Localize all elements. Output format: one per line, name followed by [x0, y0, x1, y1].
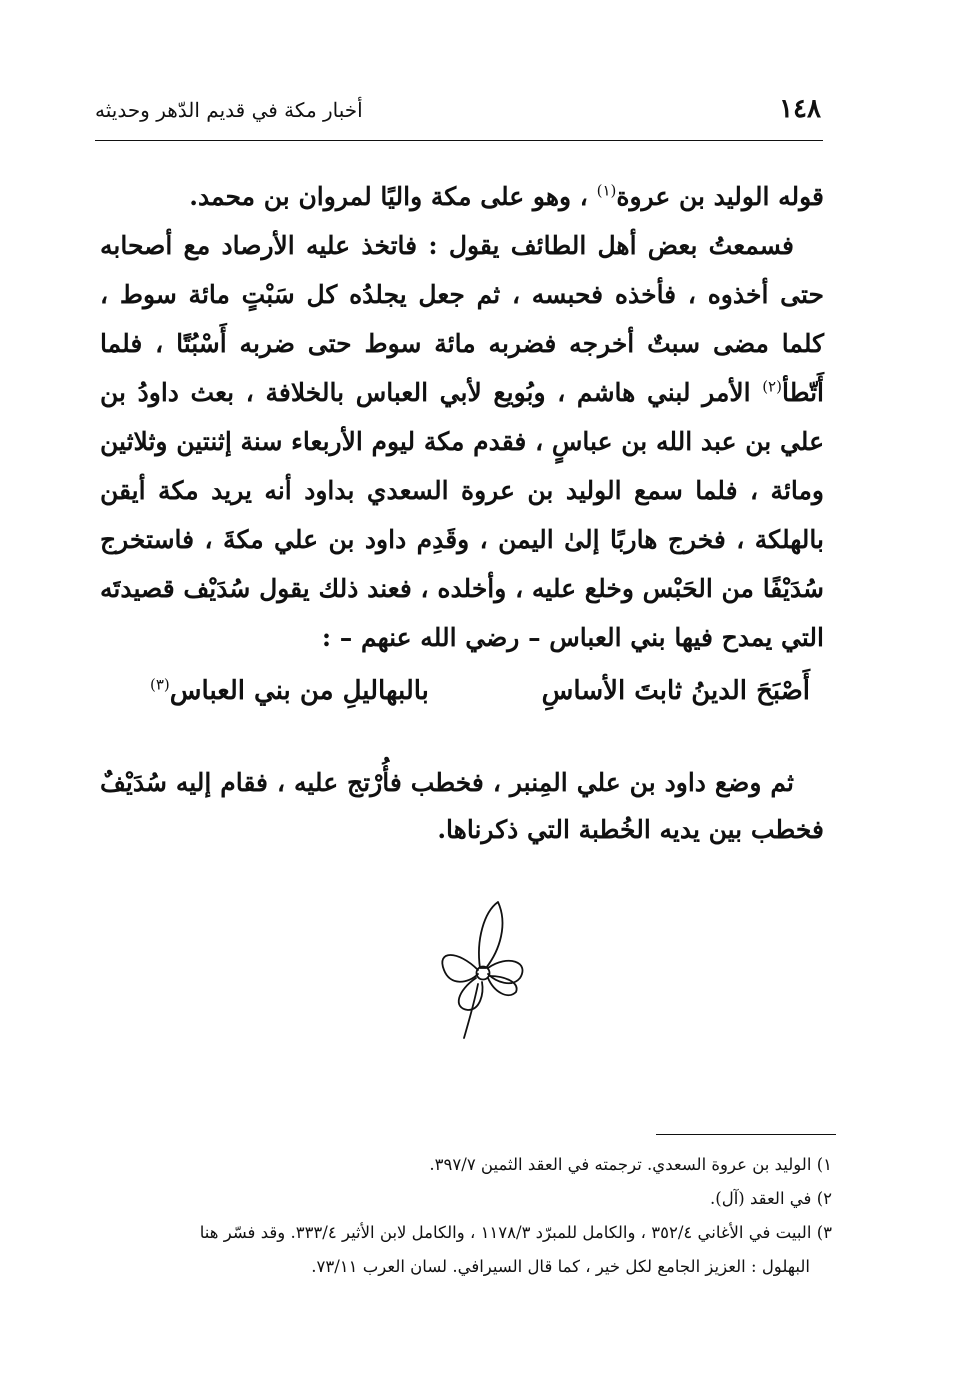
poetry-verse	[150, 676, 810, 726]
footnote-3-continuation: البهلول : العزيز الجامع لكل خير ، كما قال السيرافي. لسان العرب ٧٣/١١.	[311, 1257, 810, 1276]
paragraph-1	[100, 172, 824, 221]
header-rule	[95, 140, 823, 141]
paragraph-2-text-a: فسمعتُ بعض أهل الطائف يقول : فاتخذ عليه الأرصاد مع أصحابه حتى أخذوه ، فأخذه فحبسه ، ثم جعل يجلدُه كل سَبْتٍ مائة سوط ، كلما مضى سبتٌ أخرجه فضربه مائة سوط حتى ضربه أَسْبُتًا ، فلما أَتّطأ	[100, 231, 824, 407]
paragraph-1-text-a: قوله الوليد بن عروة	[616, 182, 824, 211]
footnote-1	[105, 1148, 832, 1182]
footnote-3	[105, 1216, 832, 1250]
running-head	[95, 92, 821, 140]
main-text	[100, 172, 824, 662]
footnote-1-text: الوليد بن عروة السعدي. ترجمته في العقد الثمين ٣٩٧/٧.	[429, 1155, 812, 1174]
verse-first-hemistich: أَصْبَحَ الدينُ ثابتَ الأساسِ	[541, 676, 810, 706]
footnote-2-number: ٢)	[816, 1189, 832, 1208]
footnote-ref-3: (٣)	[150, 675, 170, 694]
footnote-3-number: ٣)	[816, 1223, 832, 1242]
footnote-1-number: ١)	[816, 1155, 832, 1174]
page-number: ١٤٨	[779, 94, 821, 124]
paragraph-3: ثم وضع داود بن علي المِنبر ، فخطب فأُرْتج عليه ، فقام إليه سُدَيْفٌ فخطب بين يديه الخُطبة التي ذكرناها.	[100, 768, 824, 844]
paragraph-1-text-b: ، وهو على مكة واليًا لمروان بن محمد.	[189, 182, 597, 211]
footnote-2-text: في العقد (آل).	[710, 1189, 812, 1208]
paragraph-2	[100, 221, 824, 662]
closing-text	[100, 734, 824, 878]
flower-ornament-icon	[428, 892, 538, 1042]
paragraph-2-text-b: الأمر لبني هاشم ، وبُويع لأبي العباس بالخلافة ، بعث داودُ بن علي بن عبد الله بن عباسٍ ، فقدم مكة ليوم الأربعاء سنة إثنتين وثلاثين ومائة ، فلما سمع الوليد بن عروة السعدي بداود أنه يريد مكة أيقن بالهلكة ، فخرج هاربًا إلىٰ اليمن ، وقَدِم داود بن علي مكةَ ، فاستخرج سُدَيْفًا من الحَبْس وخلع عليه ، وأخلده ، فعند ذلك يقول سُدَيْف قصيدتَه التي يمدح فيها بني العباس – رضي الله عنهم – :	[100, 378, 824, 652]
footnote-ref-1: (١)	[596, 181, 617, 200]
footnote-2	[105, 1182, 832, 1216]
footnote-ref-2: (٢)	[762, 377, 782, 396]
verse-second-hemistich-text: بالبهاليلِ من بني العباس	[169, 676, 429, 706]
verse-second-hemistich	[150, 676, 429, 706]
footnote-3-text: البيت في الأغاني ٣٥٢/٤ ، والكامل للمبرّد ١١٧٨/٣ ، والكامل لابن الأثير ٣٣٣/٤. وقد فسّر هنا	[199, 1223, 812, 1242]
footnotes	[105, 1148, 832, 1284]
footnote-rule	[656, 1134, 836, 1135]
running-title: أخبار مكة في قديم الدّهر وحديثه	[95, 98, 363, 122]
